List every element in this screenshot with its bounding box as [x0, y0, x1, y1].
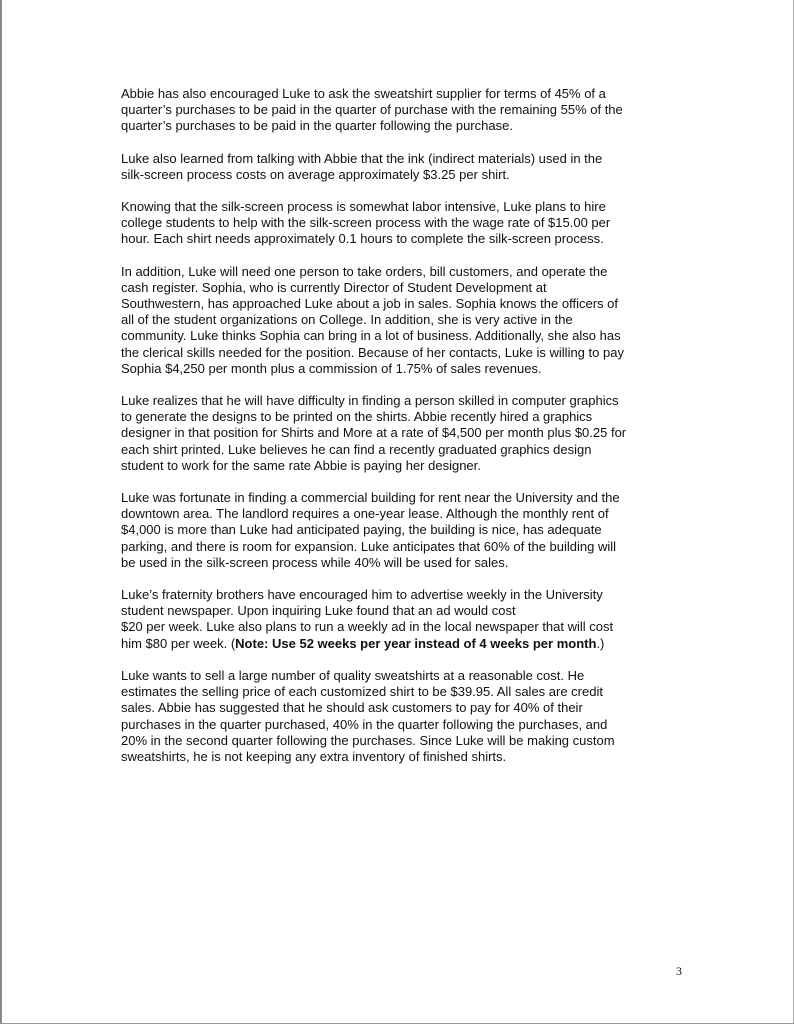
text-line: sweatshirts, he is not keeping any extra inventory of finished shirts.: [121, 748, 507, 764]
text-line: Luke was fortunate in finding a commercial building for rent near the University and the: [121, 490, 620, 506]
text-line: student newspaper. Upon inquiring Luke found that an ad would cost: [121, 603, 516, 619]
text-line: hour. Each shirt needs approximately 0.1 hours to complete the silk-screen process.: [121, 231, 604, 247]
note-bold: Note: Use 52 weeks per year instead of 4 weeks per month: [235, 635, 597, 651]
text-line: purchases in the quarter purchased, 40% in the quarter following the purchases, and: [121, 716, 608, 732]
text-line: In addition, Luke will need one person to take orders, bill customers, and operate the: [121, 263, 608, 279]
text-line: Luke’s fraternity brothers have encouraged him to advertise weekly in the University: [121, 587, 603, 603]
text-line: Luke wants to sell a large number of quality sweatshirts at a reasonable cost. He: [121, 667, 585, 683]
paragraph-ink-cost: [121, 151, 676, 183]
paragraph-supplier-terms: [121, 86, 676, 135]
text-line: silk-screen process costs on average approximately $3.25 per shirt.: [121, 166, 510, 182]
text-line: Sophia $4,250 per month plus a commission of 1.75% of sales revenues.: [121, 360, 542, 376]
text-line: parking, and there is room for expansion. Luke anticipates that 60% of the building will: [121, 538, 617, 554]
text-line: $20 per week. Luke also plans to run a weekly ad in the local newspaper that will cost: [121, 619, 614, 635]
paragraph-sales: [121, 668, 676, 765]
text-line: Luke also learned from talking with Abbie that the ink (indirect materials) used in the: [121, 150, 603, 166]
text-line: the clerical skills needed for the position. Because of her contacts, Luke is willing to pay: [121, 344, 624, 360]
text-line: college students to help with the silk-screen process with the wage rate of $15.00 per: [121, 215, 611, 231]
text-line: quarter’s purchases to be paid in the quarter of purchase with the remaining 55% of the: [121, 102, 623, 118]
text-line: each shirt printed. Luke believes he can find a recently graduated graphics design: [121, 441, 592, 457]
text-line: be used in the silk-screen process while 40% will be used for sales.: [121, 554, 509, 570]
text-line: Knowing that the silk-screen process is somewhat labor intensive, Luke plans to hire: [121, 199, 606, 215]
text-line: downtown area. The landlord requires a one-year lease. Although the monthly rent of: [121, 506, 609, 522]
text-line: sales. Abbie has suggested that he should ask customers to pay for 40% of their: [121, 700, 583, 716]
text-line: all of the student organizations on College. In addition, she is very active in the: [121, 312, 573, 328]
text-line: 20% in the second quarter following the purchases. Since Luke will be making custom: [121, 732, 615, 748]
paragraph-labor: [121, 199, 676, 248]
text-line: designer in that position for Shirts and More at a rate of $4,500 per month plus $0.25 for: [121, 425, 627, 441]
text-line: Abbie has also encouraged Luke to ask the sweatshirt supplier for terms of 45% of a: [121, 86, 606, 101]
text-line: community. Luke thinks Sophia can bring in a lot of business. Additionally, she also has: [121, 328, 621, 344]
text-line: Southwestern, has approached Luke about a job in sales. Sophia knows the officers of: [121, 296, 618, 312]
paragraph-advertising: [121, 587, 676, 652]
text-line: quarter’s purchases to be paid in the quarter following the purchase.: [121, 118, 513, 134]
paragraph-sophia: [121, 264, 676, 377]
document-body: [121, 86, 676, 781]
paragraph-graphics-designer: [121, 393, 676, 474]
text-line: him $80 per week. (: [121, 635, 236, 651]
text-line: Luke realizes that he will have difficulty in finding a person skilled in computer graphics: [121, 393, 619, 409]
text-line: cash register. Sophia, who is currently Director of Student Development at: [121, 279, 547, 295]
text-line: $4,000 is more than Luke had anticipated paying, the building is nice, has adequate: [121, 522, 602, 538]
paragraph-building-rent: [121, 490, 676, 571]
text-line: estimates the selling price of each customized shirt to be $39.95. All sales are credit: [121, 684, 603, 700]
text-line: to generate the designs to be printed on the shirts. Abbie recently hired a graphics: [121, 409, 593, 425]
page-number: 3: [676, 964, 682, 978]
text-line: .): [596, 635, 605, 651]
text-line: student to work for the same rate Abbie is paying her designer.: [121, 457, 481, 473]
